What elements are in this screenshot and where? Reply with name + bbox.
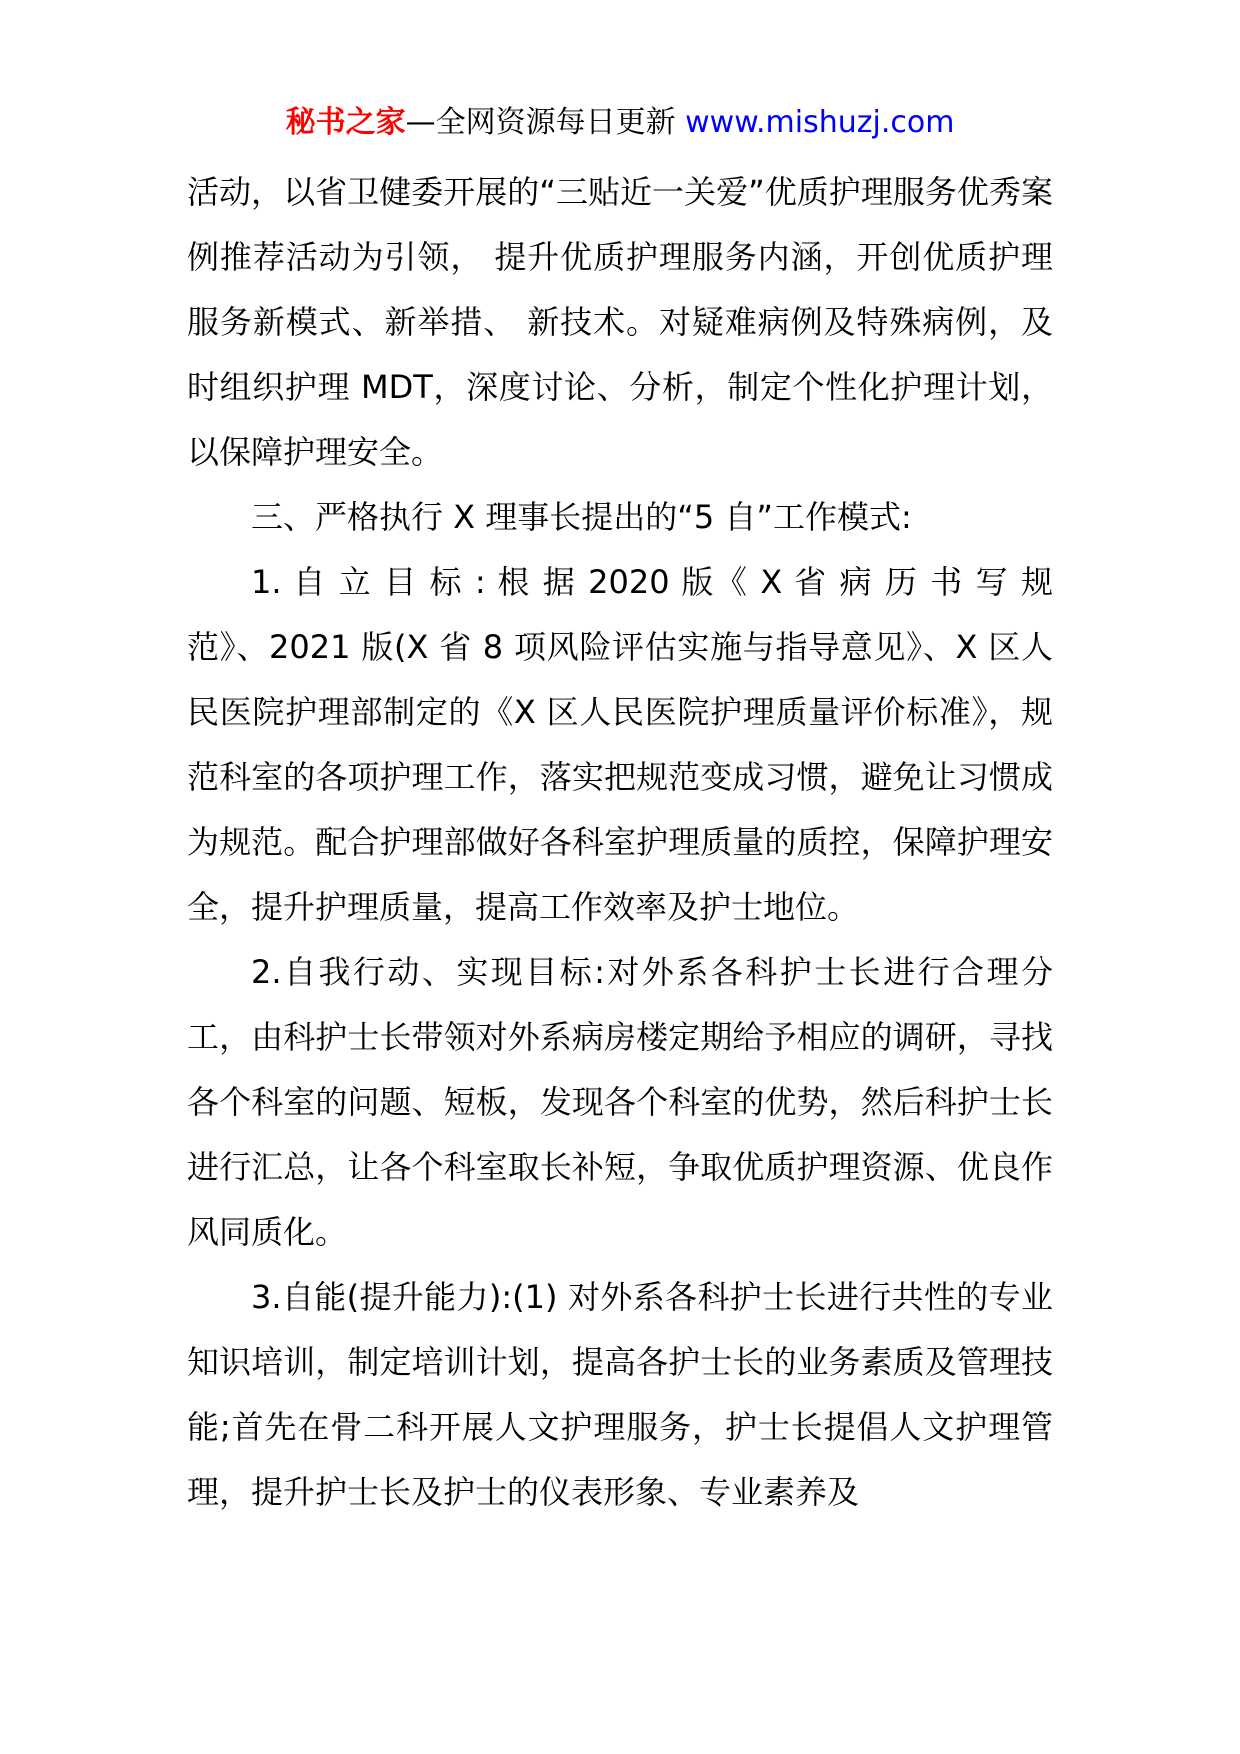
paragraph-item-2: 2.自我行动、实现目标:对外系各科护士长进行合理分工，由科护士长带领对外系病房楼定期给予相应的调研，寻找各个科室的问题、短板，发现各个科室的优势，然后科护士长进行汇总，让各个科室取长补短，争取优质护理资源、优良作风同质化。 xyxy=(187,953,1053,1251)
document-body xyxy=(187,160,1053,1525)
header-url-link[interactable]: www.mishuzj.com xyxy=(685,105,955,140)
brand-name: 秘书之家 xyxy=(285,105,406,140)
page-header xyxy=(0,100,1240,146)
paragraph-item-1: 1. 自 立 目 标 : 根 据 2020 版《 X 省 病 历 书 写 规 范》、2021 版(X 省 8 项风险评估实施与指导意见》、X 区人民医院护理部制定的《X 区人民医院护理质量评价标准》，规范科室的各项护理工作，落实把规范变成习惯，避免让习惯成为规范。配合护理部做好各科室护理质量的质控，保障护理安全，提升护理质量，提高工作效率及护士地位。 xyxy=(187,563,1053,926)
paragraph-item-3: 3.自能(提升能力):(1) 对外系各科护士长进行共性的专业知识培训，制定培训计划，提高各护士长的业务素质及管理技能;首先在骨二科开展人文护理服务，护士长提倡人文护理管理，提升护士长及护士的仪表形象、专业素养及 xyxy=(187,1278,1053,1511)
section-heading-three: 三、严格执行 X 理事长提出的“5 自”工作模式: xyxy=(251,498,912,536)
paragraph-continuation: 活动，以省卫健委开展的“三贴近一关爱”优质护理服务优秀案例推荐活动为引领， 提升优质护理服务内涵，开创优质护理服务新模式、新举措、 新技术。对疑难病例及特殊病例，及时组织护理 MDT，深度讨论、分析，制定个性化护理计划，以保障护理安全。 xyxy=(187,173,1053,471)
header-tagline: —全网资源每日更新 xyxy=(405,105,676,140)
